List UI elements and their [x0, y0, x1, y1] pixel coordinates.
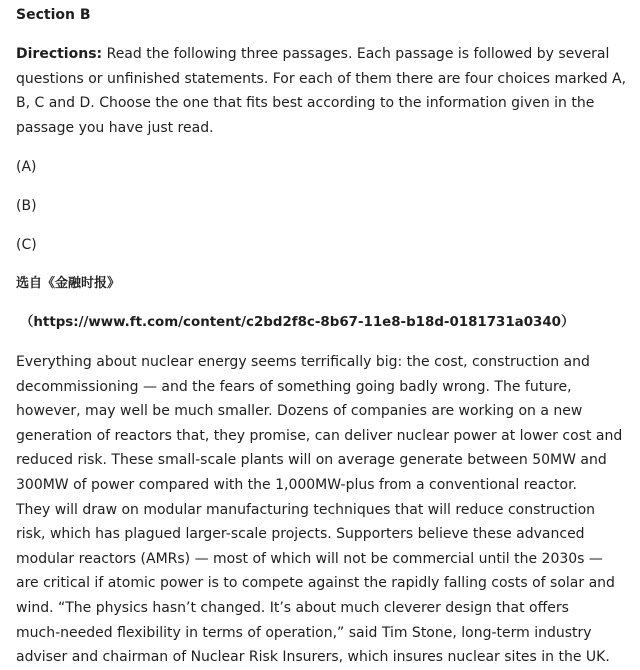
passage-line: decommissioning — and the fears of something going badly wrong. The future,: [16, 378, 572, 395]
option-b: (B): [16, 198, 37, 214]
passage-line: 300MW of power compared with the 1,000MW-plus from a conventional reactor.: [16, 476, 577, 493]
passage-text: [16, 350, 630, 670]
passage-line: adviser and chairman of Nuclear Risk Insurers, which insures nuclear sites in the UK.: [16, 649, 610, 666]
option-c: (C): [16, 237, 37, 253]
directions-text: Read the following three passages. Each passage is followed by several questions or unfinished statements. For each of them there are four choices marked A, B, C and D. Choose the one that fits best according to the information given in the passage you have just read.: [16, 46, 627, 136]
passage-line: are critical if atomic power is to compete against the rapidly falling costs of solar and: [16, 575, 615, 592]
passage-line: modular reactors (AMRs) — most of which will not be commercial until the 2030s —: [16, 550, 603, 567]
section-title: Section B: [16, 7, 91, 23]
passage-line: reduced risk. These small-scale plants will on average generate between 50MW and: [16, 452, 607, 469]
source-url: （https://www.ft.com/content/c2bd2f8c-8b67-11e8-b18d-0181731a0340）: [20, 315, 575, 330]
passage-line: Everything about nuclear energy seems terrifically big: the cost, construction and: [16, 354, 590, 370]
source-citation: 选自《金融时报》: [16, 276, 121, 291]
passage-line: however, may well be much smaller. Dozens of companies are working on a new: [16, 403, 583, 420]
passage-line: They will draw on modular manufacturing techniques that will reduce construction: [16, 501, 596, 518]
passage-line: risk, which has plagued larger-scale projects. Supporters believe these advanced: [16, 526, 585, 543]
option-a: (A): [16, 159, 37, 175]
passage-line: wind. “The physics hasn’t changed. It’s about much cleverer design that offers: [16, 599, 569, 616]
passage-line: generation of reactors that, they promise, can deliver nuclear power at lower cost and: [16, 427, 623, 444]
directions-paragraph: [16, 42, 628, 140]
passage-line: much-needed flexibility in terms of operation,” said Tim Stone, long-term industry: [16, 624, 592, 641]
directions-label: Directions:: [16, 46, 103, 62]
